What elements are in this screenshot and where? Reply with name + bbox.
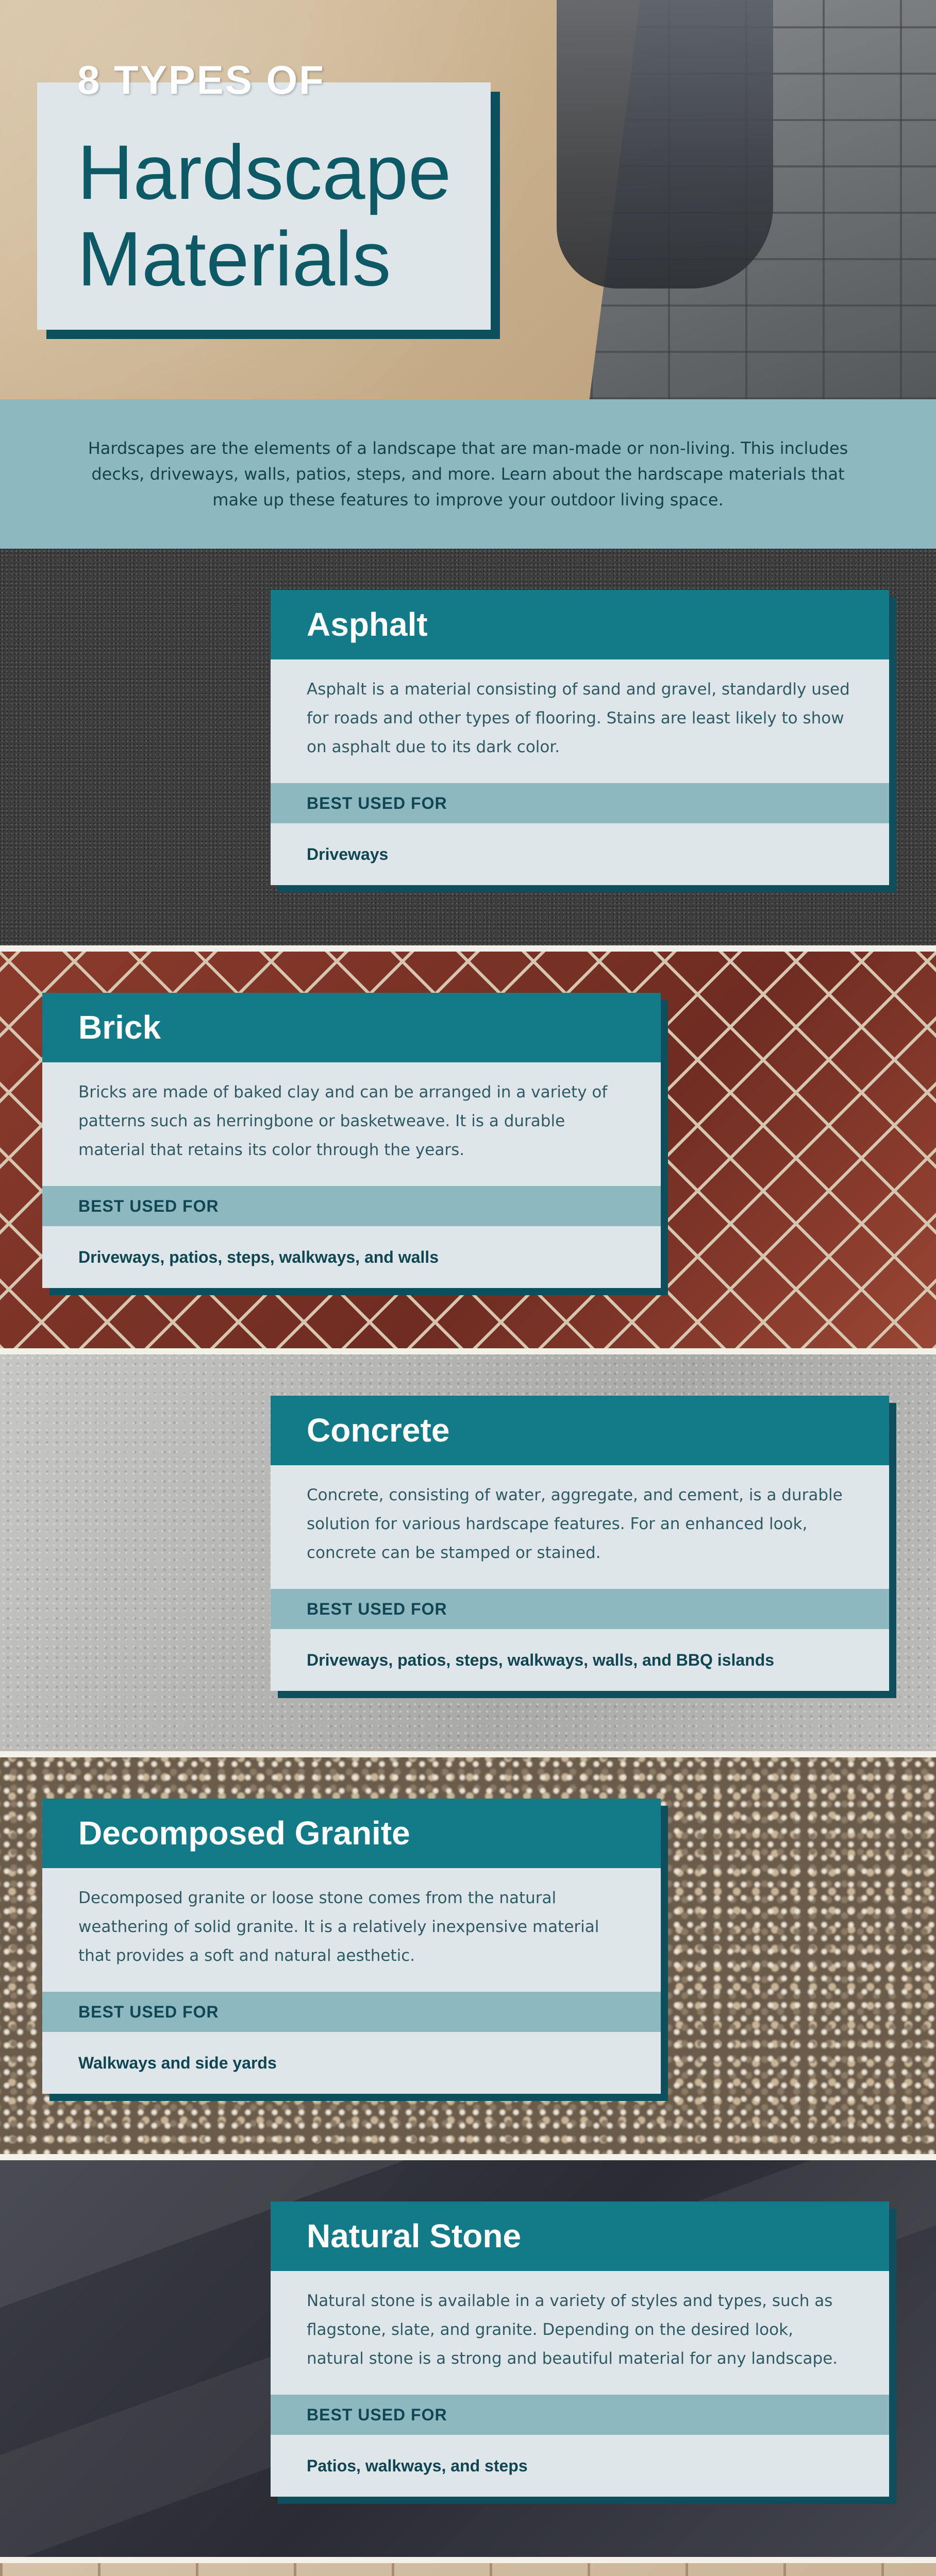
intro-text: Hardscapes are the elements of a landscape that are man-made or non-living. This includes decks, driveways, walls, patios, steps, and more. Learn about the hardscape materials that make up these features to improve your outdoor living space. bbox=[88, 438, 848, 510]
best-used-label: BEST USED FOR bbox=[271, 1589, 889, 1629]
material-card bbox=[42, 1799, 661, 2094]
material-title: Decomposed Granite bbox=[42, 1799, 661, 1868]
section-pavers bbox=[0, 2563, 936, 2576]
best-used-label: BEST USED FOR bbox=[271, 783, 889, 823]
material-card bbox=[271, 1396, 889, 1691]
material-description: Natural stone is available in a variety of styles and types, such as flagstone, slate, and granite. Depending on the desired look, natural stone is a strong and beautiful material for any landscape. bbox=[307, 2292, 838, 2368]
section-divider bbox=[0, 2557, 936, 2563]
section-divider bbox=[0, 2154, 936, 2160]
section-divider bbox=[0, 1348, 936, 1354]
best-used-value: Patios, walkways, and steps bbox=[307, 2456, 528, 2475]
best-used-value: Driveways, patios, steps, walkways, walls, and BBQ islands bbox=[307, 1651, 775, 1669]
best-used-value: Driveways, patios, steps, walkways, and walls bbox=[78, 1248, 439, 1266]
page-title: Hardscape Materials bbox=[77, 129, 452, 302]
material-description: Asphalt is a material consisting of sand and gravel, standardly used for roads and other types of flooring. Stains are least likely to show on asphalt due to its dark color. bbox=[307, 680, 850, 756]
material-description: Bricks are made of baked clay and can be arranged in a variety of patterns such as herringbone or basketweave. It is a durable material that retains its color through the years. bbox=[78, 1083, 608, 1159]
material-title: Concrete bbox=[271, 1396, 889, 1465]
hero-worker-photo bbox=[557, 0, 773, 289]
material-card bbox=[271, 590, 889, 885]
material-card bbox=[271, 2201, 889, 2497]
best-used-label: BEST USED FOR bbox=[271, 2395, 889, 2435]
section-divider bbox=[0, 945, 936, 952]
material-description: Concrete, consisting of water, aggregate, and cement, is a durable solution for various hardscape features. For an enhanced look, concrete can be stamped or stained. bbox=[307, 1486, 843, 1562]
hero-banner bbox=[0, 0, 936, 399]
best-used-value: Walkways and side yards bbox=[78, 2054, 277, 2072]
section-brick bbox=[0, 952, 936, 1348]
hero-pre-title: 8 TYPES OF bbox=[77, 57, 325, 103]
section-decomposed-granite bbox=[0, 1757, 936, 2154]
best-used-label: BEST USED FOR bbox=[42, 1992, 661, 2032]
section-natural-stone bbox=[0, 2160, 936, 2557]
section-asphalt bbox=[0, 549, 936, 945]
best-used-value: Driveways bbox=[307, 845, 389, 863]
section-concrete bbox=[0, 1354, 936, 1751]
section-divider bbox=[0, 1751, 936, 1757]
best-used-label: BEST USED FOR bbox=[42, 1186, 661, 1226]
intro-band bbox=[0, 399, 936, 549]
material-description: Decomposed granite or loose stone comes from the natural weathering of solid granite. It is a relatively inexpensive material that provides a soft and natural aesthetic. bbox=[78, 1889, 599, 1965]
material-title: Brick bbox=[42, 993, 661, 1062]
material-card bbox=[42, 993, 661, 1288]
material-title: Natural Stone bbox=[271, 2201, 889, 2271]
material-title: Asphalt bbox=[271, 590, 889, 659]
